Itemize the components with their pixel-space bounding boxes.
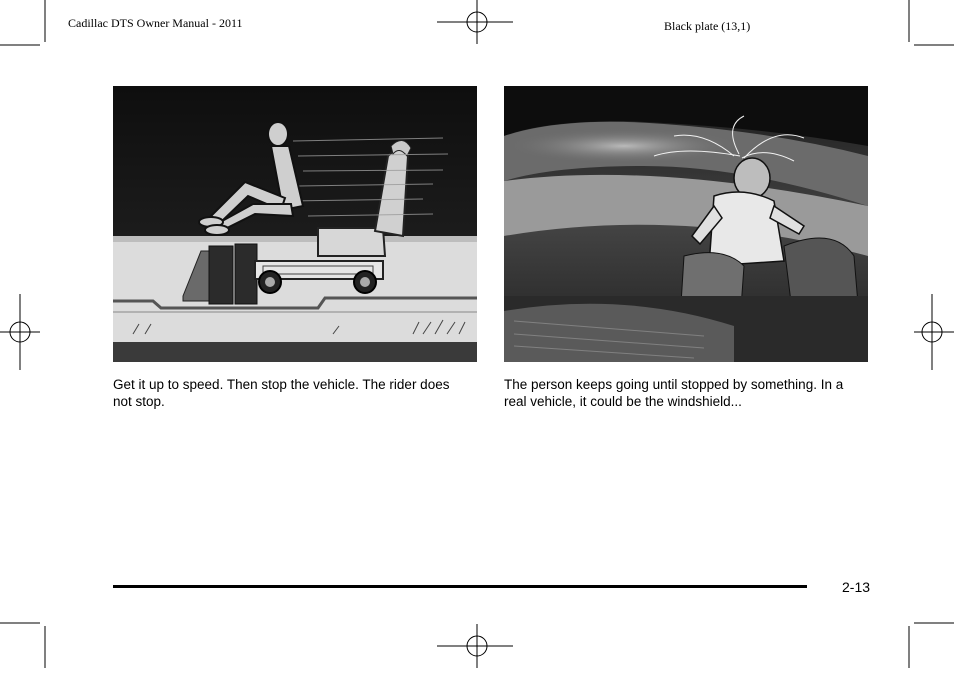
figure-1-caption: Get it up to speed. Then stop the vehicle. The rider does not stop. bbox=[113, 377, 450, 409]
footer-rule bbox=[113, 585, 807, 588]
figure-2-caption: The person keeps going until stopped by something. In a real vehicle, it could be the windshield... bbox=[504, 377, 844, 409]
header-manual-title: Cadillac DTS Owner Manual - 2011 bbox=[68, 16, 243, 30]
registration-mark-right bbox=[910, 294, 954, 374]
windshield-impact-photo bbox=[504, 86, 868, 362]
header-plate-label: Black plate (13,1) bbox=[664, 19, 751, 33]
registration-mark-left bbox=[0, 294, 50, 374]
registration-mark-top bbox=[437, 0, 517, 50]
registration-mark-bottom bbox=[437, 624, 517, 674]
page-number: 2-13 bbox=[842, 579, 871, 595]
crash-sled-illustration bbox=[113, 86, 477, 362]
